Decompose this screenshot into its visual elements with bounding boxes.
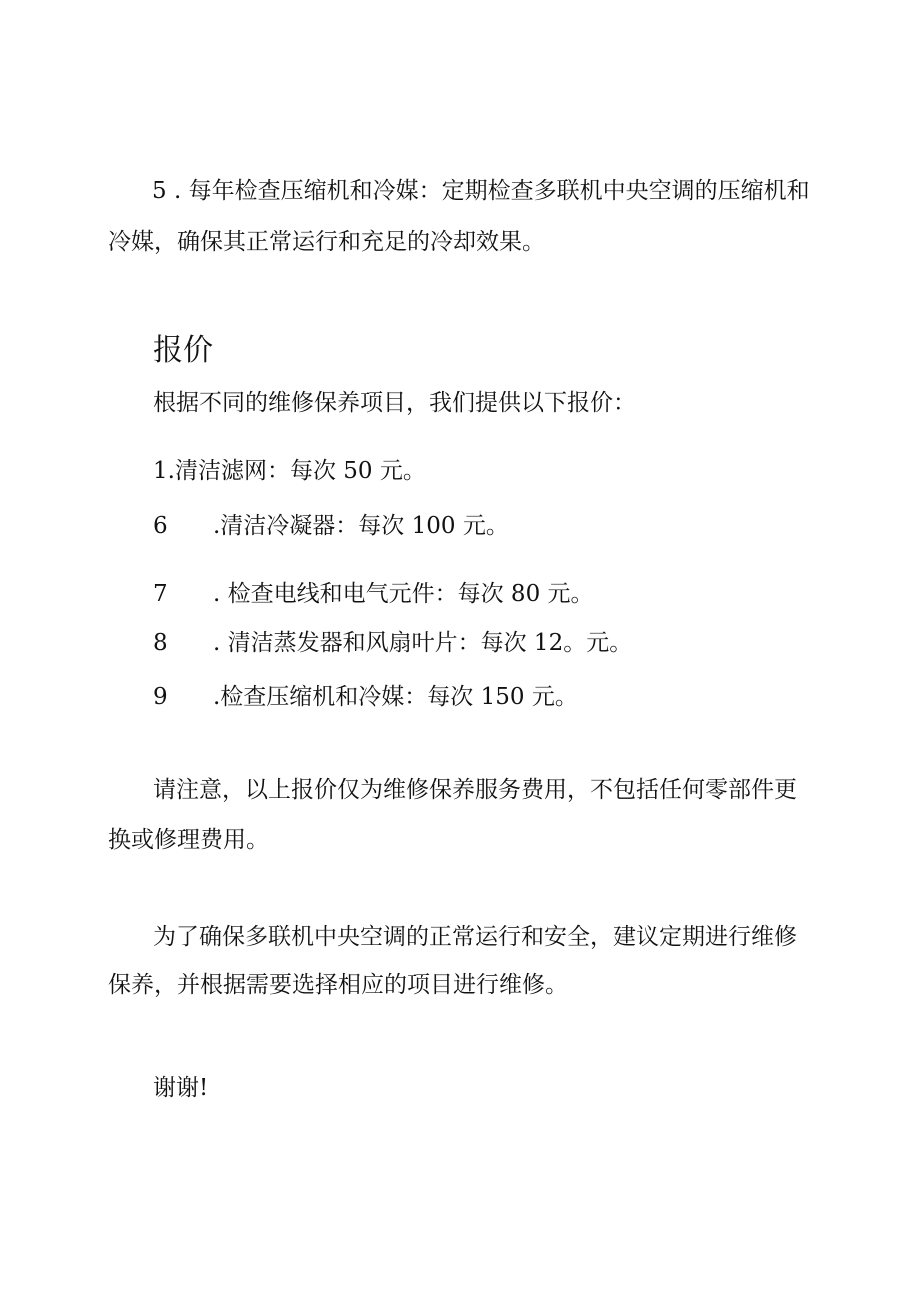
- quote-item-number: 1.: [153, 458, 175, 484]
- quote-item-5: [153, 682, 578, 712]
- item-5-line-2: 冷媒，确保其正常运行和充足的冷却效果。: [108, 229, 545, 255]
- quote-item-number: 6: [153, 513, 168, 539]
- quote-intro: 根据不同的维修保养项目，我们提供以下报价：: [153, 390, 636, 416]
- quote-item-number: 9: [153, 684, 168, 710]
- quote-item-3: [153, 579, 594, 609]
- quote-item-1: [153, 456, 426, 486]
- quote-item-text: .清洁冷凝器：每次 100 元。: [213, 513, 509, 539]
- advice-line-1: 为了确保多联机中央空调的正常运行和安全，建议定期进行维修: [153, 924, 797, 950]
- quote-item-text: . 清洁蒸发器和风扇叶片：每次 12。元。: [213, 630, 633, 656]
- quote-item-text: .检查压缩机和冷媒：每次 150 元。: [213, 684, 578, 710]
- note-line-1: 请注意，以上报价仅为维修保养服务费用，不包括任何零部件更: [153, 777, 797, 803]
- quote-item-2: [153, 511, 509, 541]
- quote-item-text: 清洁滤网：每次 50 元。: [174, 458, 426, 484]
- advice-line-2: 保养，并根据需要选择相应的项目进行维修。: [108, 972, 568, 998]
- quote-item-number: 7: [153, 581, 168, 607]
- item-5-line-1: 5 . 每年检查压缩机和冷媒：定期检查多联机中央空调的压缩机和: [152, 178, 810, 204]
- quote-item-4: [153, 628, 632, 658]
- closing-thanks: 谢谢!: [153, 1075, 209, 1101]
- note-line-2: 换或修理费用。: [108, 827, 269, 853]
- quote-item-text: . 检查电线和电气元件：每次 80 元。: [213, 581, 594, 607]
- quote-item-number: 8: [153, 630, 168, 656]
- section-heading-quote: 报价: [153, 333, 213, 368]
